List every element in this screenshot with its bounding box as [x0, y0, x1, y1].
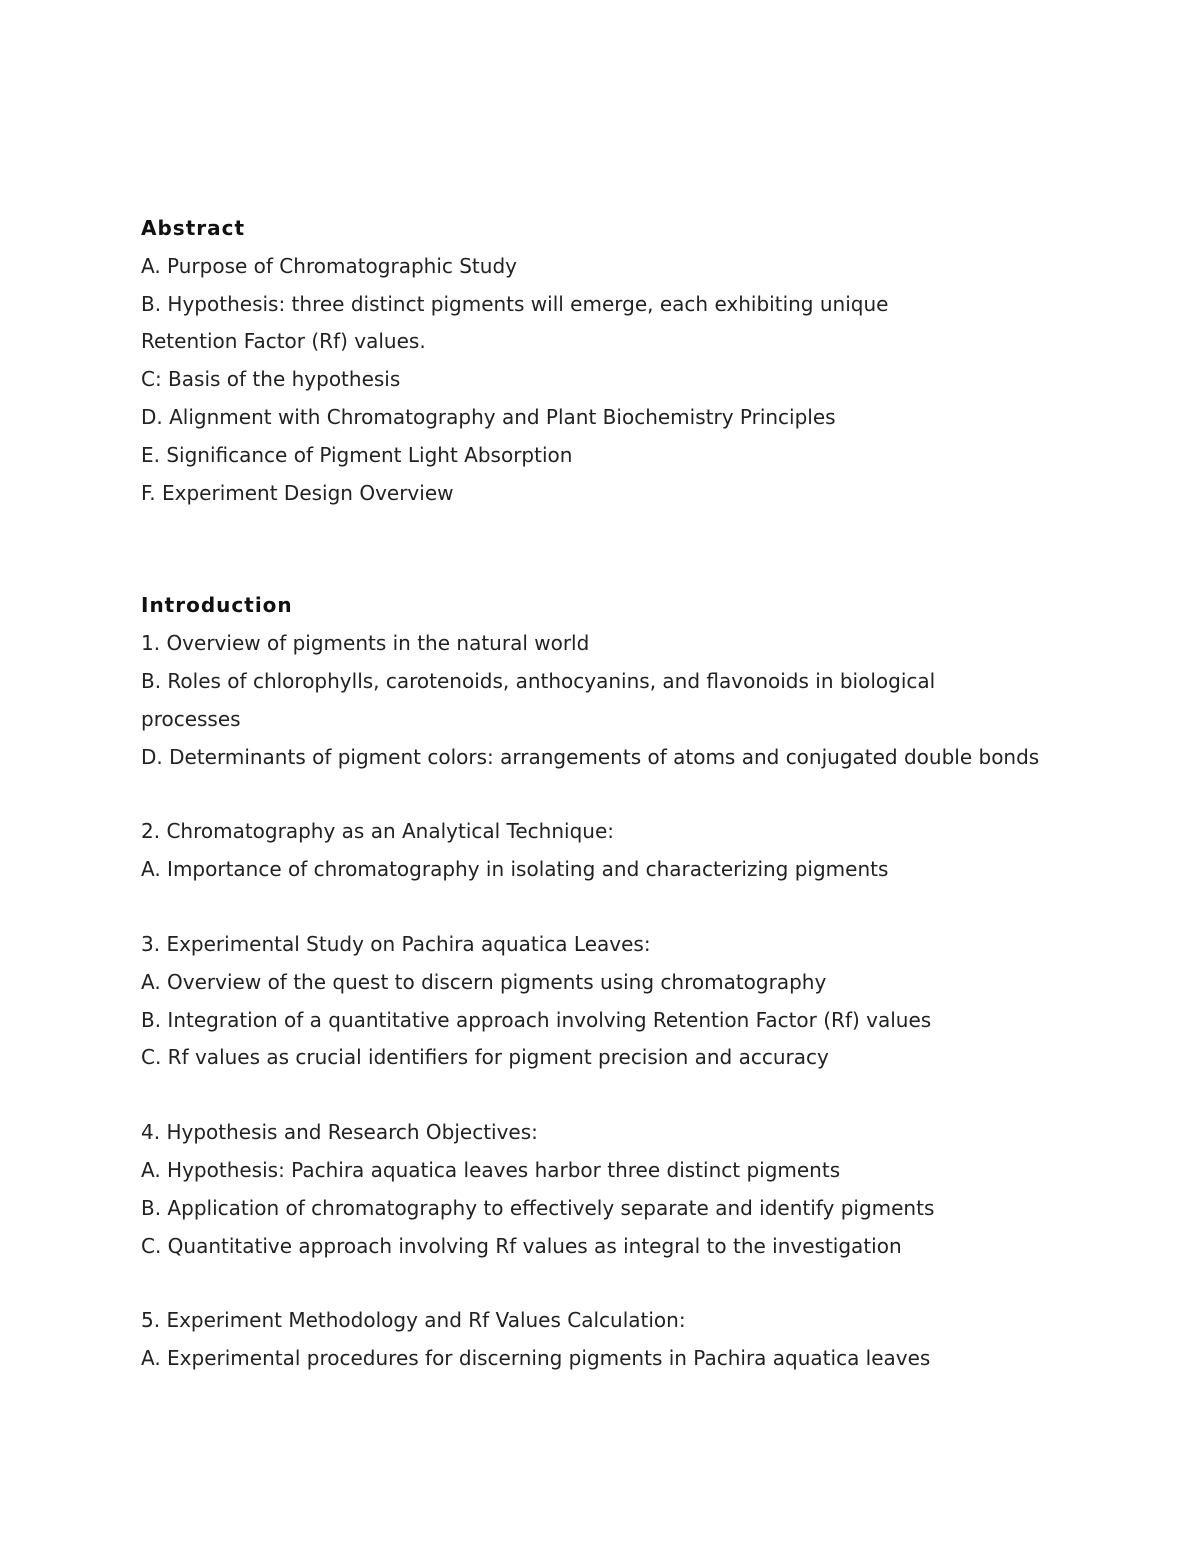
document-page	[141, 210, 1061, 1378]
list-item: C. Rf values as crucial identifiers for pigment precision and accuracy	[141, 1045, 829, 1070]
list-item: A. Experimental procedures for discerning pigments in Pachira aquatica leaves	[141, 1346, 931, 1371]
list-item: C. Quantitative approach involving Rf values as integral to the investigation	[141, 1233, 902, 1258]
section-title: 5. Experiment Methodology and Rf Values Calculation:	[141, 1308, 686, 1333]
list-item: A. Overview of the quest to discern pigments using chromatography	[141, 969, 827, 994]
abstract-item: C: Basis of the hypothesis	[141, 367, 401, 392]
list-item: A. Hypothesis: Pachira aquatica leaves harbor three distinct pigments	[141, 1157, 841, 1182]
section-spacer	[141, 1077, 1061, 1114]
abstract-item: D. Alignment with Chromatography and Plant Biochemistry Principles	[141, 404, 836, 429]
introduction-heading: Introduction	[141, 593, 293, 618]
abstract-item: A. Purpose of Chromatographic Study	[141, 253, 517, 278]
abstract-heading: Abstract	[141, 216, 246, 240]
section-spacer	[141, 889, 1061, 926]
list-item: B. Application of chromatography to effectively separate and identify pigments	[141, 1195, 935, 1220]
section-spacer	[141, 512, 1061, 587]
abstract-item: B. Hypothesis: three distinct pigments will emerge, each exhibiting unique Retention Factor (Rf) values.	[141, 291, 889, 354]
abstract-item: E. Significance of Pigment Light Absorption	[141, 442, 573, 467]
list-item: B. Roles of chlorophylls, carotenoids, anthocyanins, and flavonoids in biological processes	[141, 668, 936, 731]
section-spacer	[141, 776, 1061, 813]
section-title: 2. Chromatography as an Analytical Technique:	[141, 819, 614, 844]
section-spacer	[141, 1265, 1061, 1302]
section-title: 3. Experimental Study on Pachira aquatica Leaves:	[141, 931, 651, 956]
list-item: D. Determinants of pigment colors: arrangements of atoms and conjugated double bonds	[141, 744, 1040, 769]
list-item: B. Integration of a quantitative approach involving Retention Factor (Rf) values	[141, 1007, 932, 1032]
abstract-item: F. Experiment Design Overview	[141, 480, 454, 505]
section-title: 4. Hypothesis and Research Objectives:	[141, 1120, 538, 1145]
list-item: A. Importance of chromatography in isolating and characterizing pigments	[141, 857, 889, 882]
section-title: 1. Overview of pigments in the natural world	[141, 631, 590, 656]
